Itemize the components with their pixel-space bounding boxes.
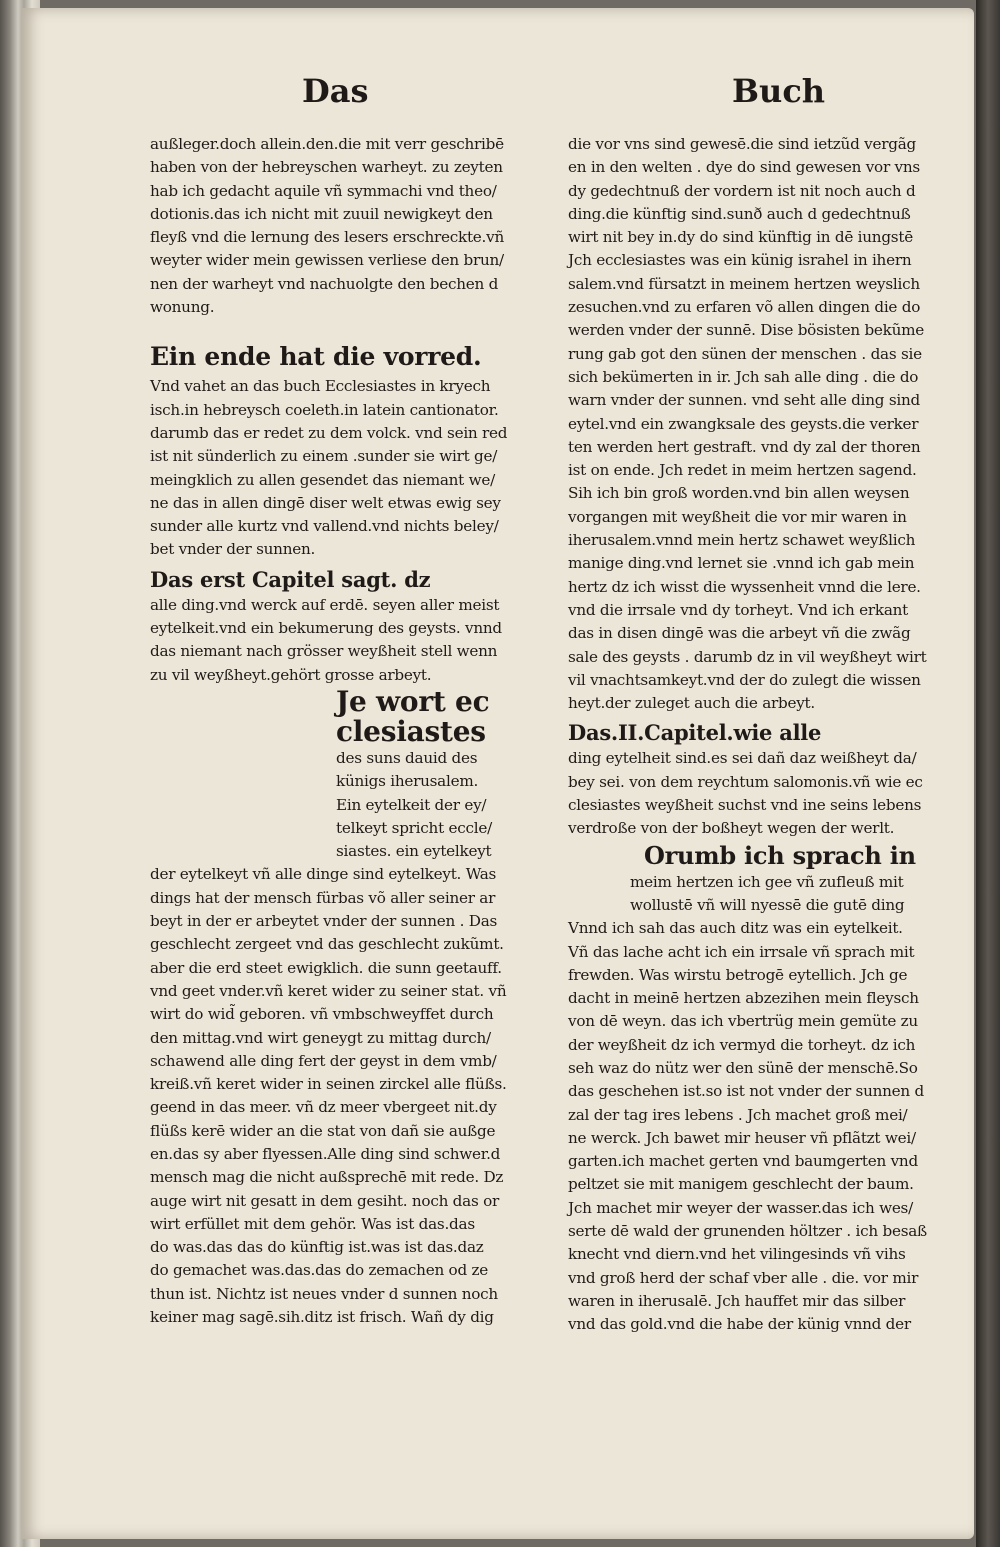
text-line: verdroße von der boßheyt wegen der werlt.: [568, 819, 895, 838]
text-line: do gemachet was.das.das do zemachen od ze: [150, 1261, 488, 1280]
text-line: siastes. ein eytelkeyt: [336, 842, 492, 861]
text-line: rung gab got den sünen der menschen . das sie: [568, 344, 922, 363]
text-line: en in den welten . dye do sind gewesen vor vns: [568, 158, 920, 177]
text-line: sunder alle kurtz vnd vallend.vnd nichts beley/: [150, 517, 499, 536]
text-line: peltzet sie mit manigem geschlecht der baum.: [568, 1175, 914, 1194]
text-line: wollustē vñ will nyessē die gutē ding: [630, 895, 905, 914]
text-line: darumb das er redet zu dem volck. vnd sein red: [150, 423, 508, 442]
text-line: weyter wider mein gewissen verliese den brun/: [150, 251, 504, 270]
text-line: den mittag.vnd wirt geneygt zu mittag durch/: [150, 1028, 491, 1047]
text-line: sale des geysts . darumb dz in vil weyßheyt wirt: [568, 647, 927, 666]
left-column: [150, 133, 522, 1329]
text-line: vnd das gold.vnd die habe der künig vnnd der: [568, 1315, 911, 1334]
text-line: dotionis.das ich nicht mit zuuil newigkeyt den: [150, 204, 493, 223]
text-line: clesiastes weyßheit suchst vnd ine seins lebens: [568, 796, 922, 815]
text-line: dy gedechtnuß der vordern ist nit noch auch d: [568, 181, 916, 200]
text-line: fleyß vnd die lernung des lesers erschreckte.vñ: [150, 228, 504, 247]
text-line: ten werden hert gestraft. vnd dy zal der thoren: [568, 437, 921, 456]
text-line: isch.in hebreysch coeleth.in latein cantionator.: [150, 400, 499, 419]
text-line: vnd groß herd der schaf vber alle . die. vor mir: [568, 1268, 919, 1287]
text-line: hab ich gedacht aquile vñ symmachi vnd theo/: [150, 181, 497, 200]
text-line: zu vil weyßheyt.gehört grosse arbeyt.: [150, 665, 432, 684]
text-line: heyt.der zuleget auch die arbeyt.: [568, 694, 815, 713]
text-line: vnd geet vnder.vñ keret wider zu seiner stat. vñ: [150, 981, 507, 1000]
text-line: zesuchen.vnd zu erfaren võ allen dingen die do: [568, 298, 921, 317]
text-line: zal der tag ires lebens . Jch machet groß mei/: [568, 1105, 908, 1124]
text-line: keiner mag sagē.sih.ditz ist frisch. Wañ dy dig: [150, 1308, 494, 1327]
text-line: künigs iherusalem.: [336, 772, 479, 791]
text-line: mensch mag die nicht außsprechē mit rede. Dz: [150, 1168, 504, 1187]
text-line: seh waz do nütz wer den sünē der menschē.So: [568, 1058, 918, 1077]
text-line: werden vnder der sunnē. Dise bösisten bekũme: [568, 321, 925, 340]
text-line: auge wirt nit gesatt in dem gesiht. noch das or: [150, 1191, 499, 1210]
text-line: geend in das meer. vñ dz meer vbergeet nit.dy: [150, 1098, 497, 1117]
text-line: ist nit sünderlich zu einem .sunder sie wirt ge/: [150, 447, 498, 466]
text-line: Vñ das lache acht ich ein irrsale vñ sprach mit: [568, 942, 915, 961]
right-column: [568, 133, 933, 1337]
text-line: dings hat der mensch fürbas võ aller seiner ar: [150, 888, 496, 907]
text-line: haben von der hebreyschen warheyt. zu zeyten: [150, 158, 503, 177]
text-line: serte dē wald der grunenden höltzer . ich besaß: [568, 1222, 927, 1241]
chapter-1-heading: Das erst Capitel sagt. dz: [150, 566, 431, 592]
text-line: kreiß.vñ keret wider in seinen zirckel alle flüßs.: [150, 1075, 507, 1094]
text-line: en.das sy aber flyessen.Alle ding sind schwer.d: [150, 1144, 501, 1163]
text-line: bey sei. von dem reychtum salomonis.vñ wie ec: [568, 772, 923, 791]
text-line: bet vnder der sunnen.: [150, 540, 316, 559]
spacer: [150, 319, 522, 333]
text-line: waren in iherusalē. Jch hauffet mir das silber: [568, 1291, 906, 1310]
text-line: hertz dz ich wisst die wyssenheit vnnd die lere.: [568, 577, 921, 596]
text-line: geschlecht zergeet vnd das geschlecht zukũmt.: [150, 935, 504, 954]
text-line: wonung.: [150, 298, 215, 317]
text-line: Vnd vahet an das buch Ecclesiastes in kryech: [150, 377, 491, 396]
text-line: Sih ich bin groß worden.vnd bin allen weysen: [568, 484, 910, 503]
text-line: iherusalem.vnnd mein hertz schawet weyßlich: [568, 531, 916, 550]
text-line: eytel.vnd ein zwangksale des geysts.die verker: [568, 414, 919, 433]
text-line: das in disen dingē was die arbeyt vñ die zwãg: [568, 624, 911, 643]
text-line: vnd die irrsale vnd dy torheyt. Vnd ich erkant: [568, 600, 909, 619]
chapter-2-heading: Das.II.Capitel.wie alle: [568, 720, 822, 746]
text-line: ding eytelheit sind.es sei dañ daz weißheyt da/: [568, 749, 917, 768]
initial-line: clesiastes: [336, 714, 486, 748]
page-edge-shadow: [976, 0, 1000, 1547]
text-line: salem.vnd fürsatzt in meinem hertzen weyslich: [568, 274, 920, 293]
text-line: das niemant nach grösser weyßheit stell wenn: [150, 642, 498, 661]
running-header-left: Das: [302, 72, 369, 110]
text-line: flüßs kerē wider an die stat von dañ sie außge: [150, 1121, 496, 1140]
text-line: thun ist. Nichtz ist neues vnder d sunnen noch: [150, 1284, 498, 1303]
text-line: schawend alle ding fert der geyst in dem vmb/: [150, 1051, 497, 1070]
prologue-end-heading: Ein ende hat die vorred.: [150, 342, 482, 372]
text-line: des suns dauid des: [336, 748, 478, 767]
text-line: warn vnder der sunnen. vnd seht alle ding sind: [568, 391, 920, 410]
text-line: eytelkeit.vnd ein bekumerung des geysts. vnnd: [150, 619, 502, 638]
running-header-right: Buch: [732, 72, 826, 110]
text-line: ne das in allen dingē diser welt etwas ewig sey: [150, 493, 501, 512]
text-line: ist on ende. Jch redet in meim hertzen sagend.: [568, 461, 917, 480]
text-line: do was.das das do künftig ist.was ist das.daz: [150, 1238, 484, 1257]
text-line: sich bekümerten in ir. Jch sah alle ding . die do: [568, 367, 919, 386]
initial-line: Je wort ec: [336, 684, 490, 718]
text-line: Vnnd ich sah das auch ditz was ein eytelkeit.: [568, 919, 903, 938]
text-line: die vor vns sind gewesē.die sind ietzũd vergãg: [568, 135, 916, 153]
text-line: von dē weyn. das ich vbertrüg mein gemüte zu: [568, 1012, 918, 1031]
text-line: wirt do wid̃ geboren. vñ vmbschweyffet durch: [150, 1005, 494, 1024]
text-line: wirt nit bey in.dy do sind künftig in dē iungstē: [568, 228, 913, 247]
text-line: Ein eytelkeit der ey/: [336, 795, 487, 814]
text-line: meim hertzen ich gee vñ zufleuß mit: [630, 872, 904, 891]
text-line: manige ding.vnd lernet sie .vnnd ich gab mein: [568, 554, 915, 573]
text-line: knecht vnd diern.vnd het vilingesinds vñ vihs: [568, 1245, 906, 1264]
text-line: dacht in meinē hertzen abzezihen mein fleysch: [568, 989, 919, 1008]
text-line: Jch ecclesiastes was ein künig israhel in ihern: [568, 251, 912, 270]
text-line: meingklich zu allen gesendet das niemant we/: [150, 470, 495, 489]
text-line: telkeyt spricht eccle/: [336, 818, 492, 837]
text-line: nen der warheyt vnd nachuolgte den bechen d: [150, 274, 499, 293]
text-line: vorgangen mit weyßheit die vor mir waren in: [568, 507, 907, 526]
text-line: Jch machet mir weyer der wasser.das ich wes/: [568, 1198, 913, 1217]
text-line: aber die erd steet ewigklich. die sunn geetauff.: [150, 958, 502, 977]
text-line: wirt erfüllet mit dem gehör. Was ist das.das: [150, 1214, 475, 1233]
text-line: der weyßheit dz ich vermyd die torheyt. dz ich: [568, 1035, 916, 1054]
text-line: beyt in der er arbeytet vnder der sunnen . Das: [150, 912, 498, 931]
text-line: das geschehen ist.so ist not vnder der sunnen d: [568, 1082, 925, 1101]
text-line: der eytelkeyt vñ alle dinge sind eytelkeyt. Was: [150, 865, 497, 884]
text-line: vil vnachtsamkeyt.vnd der do zulegt die wissen: [568, 670, 921, 689]
text-line: garten.ich machet gerten vnd baumgerten vnd: [568, 1152, 918, 1171]
initial-line: Orumb ich sprach in: [644, 840, 916, 870]
text-line: alle ding.vnd werck auf erdē. seyen aller meist: [150, 595, 500, 614]
text-line: ding.die künftig sind.sunð auch d gedechtnuß: [568, 204, 911, 223]
text-line: ne werck. Jch bawet mir heuser vñ pflãtzt wei/: [568, 1128, 916, 1147]
text-line: frewden. Was wirstu betrogē eytellich. Jch ge: [568, 965, 908, 984]
text-line: außleger.doch allein.den.die mit verr geschribē: [150, 135, 504, 153]
